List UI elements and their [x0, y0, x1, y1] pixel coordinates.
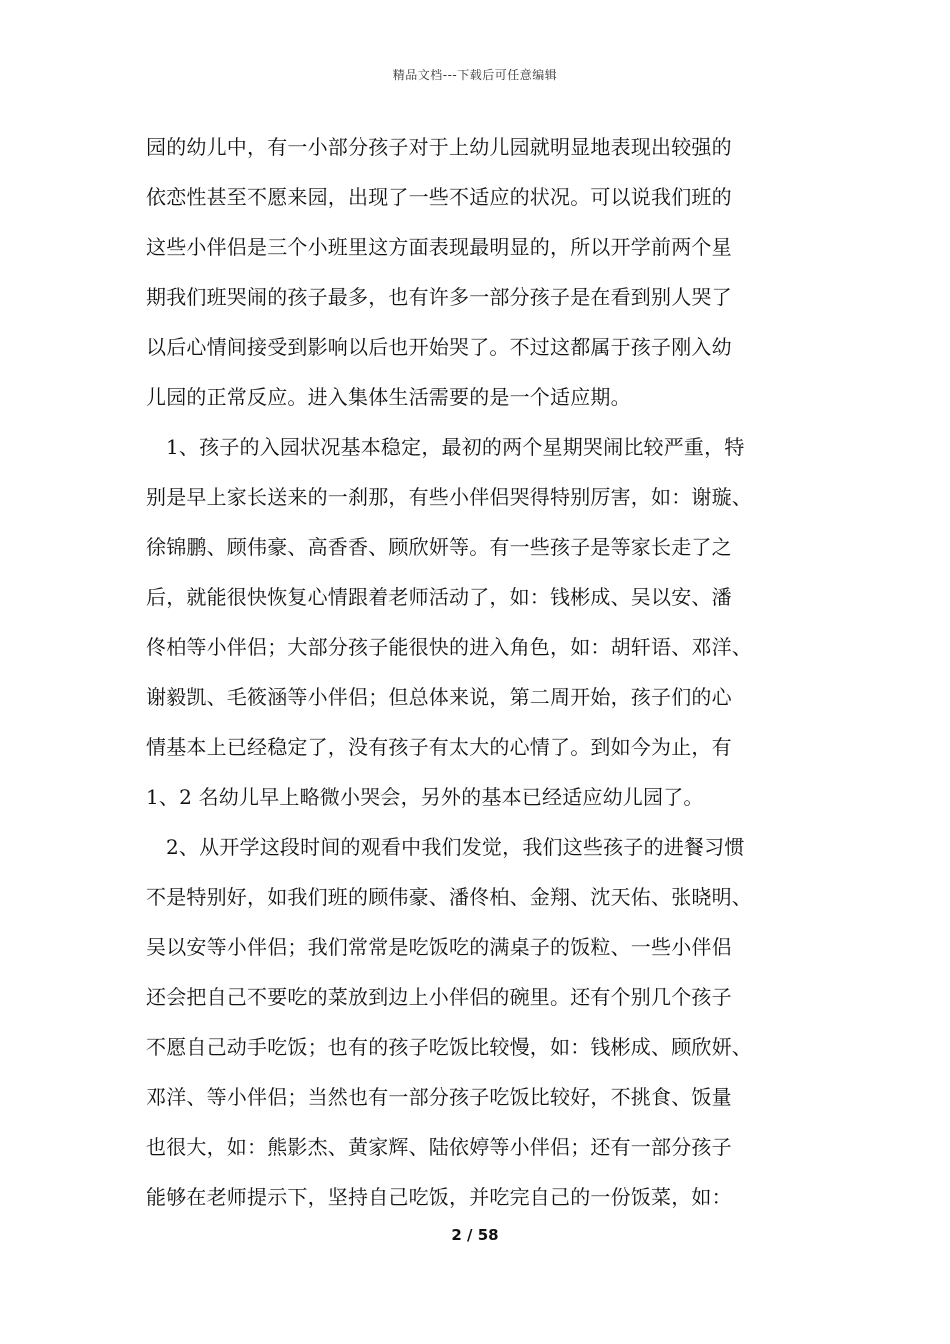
text-line: 期我们班哭闹的孩子最多，也有许多一部分孩子是在看到别人哭了 — [146, 285, 732, 309]
text-line: 后，就能很快恢复心情跟着老师活动了，如：钱彬成、吴以安、潘 — [146, 585, 732, 609]
page-number: 2 / 58 — [451, 1226, 499, 1244]
text-line: 也很大，如：熊影杰、黄家辉、陆依婷等小伴侣；还有一部分孩子 — [146, 1135, 732, 1159]
text-line: 谢毅凯、毛筱涵等小伴侣；但总体来说，第二周开始，孩子们的心 — [146, 685, 732, 709]
text-line: 邓洋、等小伴侣；当然也有一部分孩子吃饭比较好，不挑食、饭量 — [146, 1085, 732, 1109]
text-line: 情基本上已经稳定了，没有孩子有太大的心情了。到如今为止，有 — [146, 735, 732, 759]
text-line: 能够在老师提示下，坚持自己吃饭，并吃完自己的一份饭菜，如： — [146, 1185, 732, 1209]
text-line: 不愿自己动手吃饭；也有的孩子吃饭比较慢，如：钱彬成、顾欣妍、 — [146, 1035, 752, 1059]
text-line: 1、2 名幼儿早上略微小哭会，另外的基本已经适应幼儿园了。 — [146, 785, 704, 809]
body-text — [146, 132, 816, 1232]
text-line: 还会把自己不要吃的菜放到边上小伴侣的碗里。还有个别几个孩子 — [146, 985, 732, 1009]
text-line: 儿园的正常反应。进入集体生活需要的是一个适应期。 — [146, 385, 631, 409]
text-line: 别是早上家长送来的一刹那，有些小伴侣哭得特别厉害，如：谢璇、 — [146, 485, 752, 509]
text-line: 依恋性甚至不愿来园，出现了一些不适应的状况。可以说我们班的 — [146, 185, 732, 209]
text-line: 这些小伴侣是三个小班里这方面表现最明显的，所以开学前两个星 — [146, 235, 732, 259]
paragraph-first-line: 2、从开学这段时间的观看中我们发觉，我们这些孩子的进餐习惯 — [166, 835, 745, 859]
text-line: 吴以安等小伴侣；我们常常是吃饭吃的满桌子的饭粒、一些小伴侣 — [146, 935, 732, 959]
text-line: 佟柏等小伴侣；大部分孩子能很快的进入角色，如：胡轩语、邓洋、 — [146, 635, 752, 659]
text-line: 不是特别好，如我们班的顾伟豪、潘佟柏、金翔、沈天佑、张晓明、 — [146, 885, 752, 909]
paragraph-first-line: 1、孩子的入园状况基本稳定，最初的两个星期哭闹比较严重，特 — [166, 435, 745, 459]
page-header: 精品文档---下载后可任意编辑 — [392, 68, 558, 82]
text-line: 以后心情间接受到影响以后也开始哭了。不过这都属于孩子刚入幼 — [146, 335, 732, 359]
text-line: 园的幼儿中，有一小部分孩子对于上幼儿园就明显地表现出较强的 — [146, 135, 732, 159]
text-line: 徐锦鹏、顾伟豪、高香香、顾欣妍等。有一些孩子是等家长走了之 — [146, 535, 732, 559]
